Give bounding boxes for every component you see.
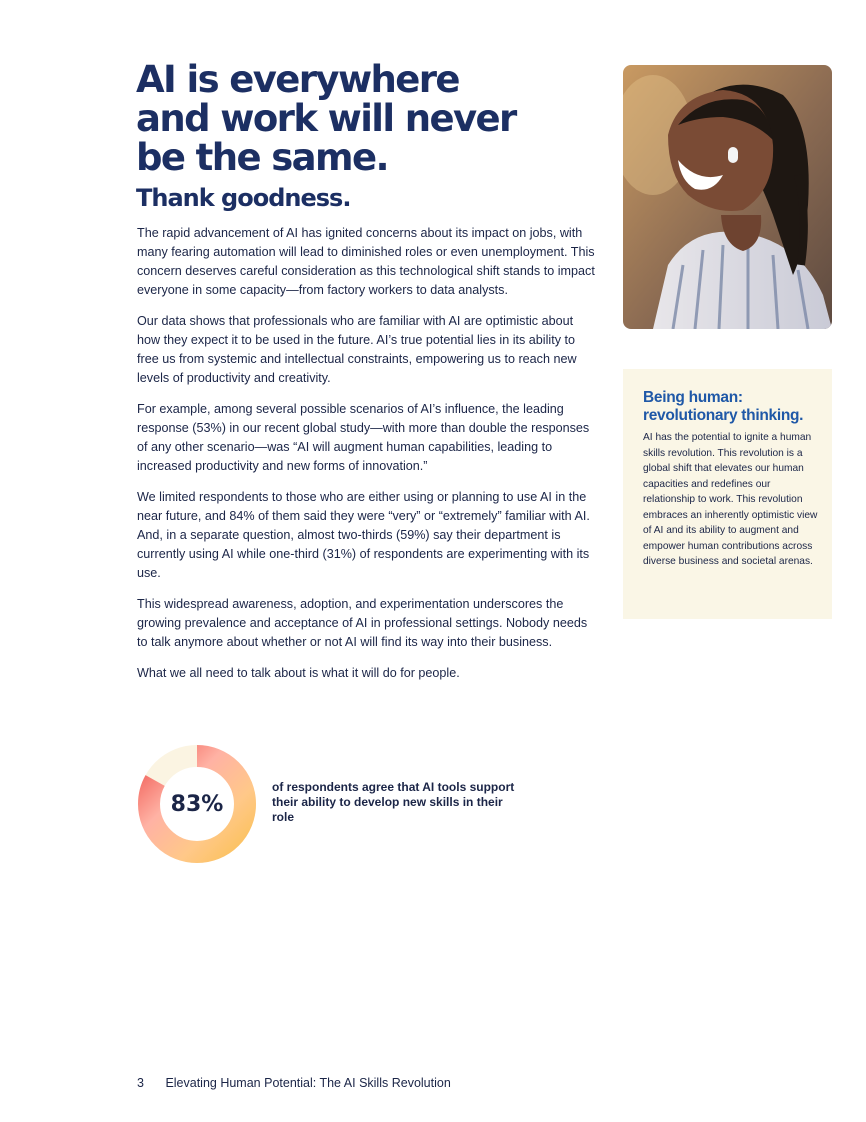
donut-chart (136, 743, 258, 865)
hero-photo (623, 65, 832, 329)
body-paragraph: The rapid advancement of AI has ignited concerns about its impact on jobs, with many fearing automation will lead to diminished roles or even unemployment. This concern deserves careful consideration as this technological shift stands to impact everyone in some capacity—from factory workers to data analysts. (137, 226, 595, 297)
donut-label: 83% (170, 792, 224, 817)
body-paragraph: What we all need to talk about is what it will do for people. (137, 666, 460, 680)
footer-title: Elevating Human Potential: The AI Skills Revolution (165, 1076, 451, 1090)
body-paragraph: For example, among several possible scenarios of AI’s influence, the leading response (53%) in our recent global study—with more than double the responses of any other scenario—was “AI will augment human capabilities, leading to increased productivity and new forms of innovation.” (137, 402, 590, 473)
body-paragraph: We limited respondents to those who are either using or planning to use AI in the near future, and 84% of them said they were “very” or “extremely” familiar with AI. And, in a separate question, almost two-thirds (59%) say their department is currently using AI while one-third (31%) of respondents are experimenting with its use. (137, 490, 590, 580)
sidebar-title (643, 389, 822, 425)
photo-illustration (623, 65, 832, 329)
headline-line: be the same. (136, 136, 388, 179)
headline-line: AI is everywhere (136, 58, 459, 101)
body-paragraph: This widespread awareness, adoption, and experimentation underscores the growing prevalence and acceptance of AI in professional settings. Nobody needs to talk anymore about whether or not AI will find its way into their business. (137, 597, 588, 649)
sidebar-text: AI has the potential to ignite a human skills revolution. This revolution is a global shift that elevates our human capacities and redefines our relationship to work. This revolution embraces an inherently optimistic view of AI and its ability to augment and empower human contributions across diverse business and societal arenas. (643, 432, 818, 567)
body-text (137, 224, 597, 695)
sidebar-title-line: Being human: (643, 389, 743, 406)
subheadline: Thank goodness. (136, 184, 351, 212)
page-footer (137, 1076, 451, 1090)
headline-line: and work will never (136, 97, 516, 140)
page-headline (136, 60, 576, 177)
sidebar-title-line: revolutionary thinking. (643, 407, 804, 424)
stat-block (136, 743, 536, 865)
page-number: 3 (137, 1076, 144, 1090)
sidebar-callout (623, 369, 832, 619)
body-paragraph: Our data shows that professionals who are familiar with AI are optimistic about how they expect it to be used in the future. AI’s true potential lies in its ability to free us from systemic and intellectual constraints, empowering us to reach new levels of productivity and creativity. (137, 314, 577, 385)
stat-caption: of respondents agree that AI tools support their ability to develop new skills in their role (272, 780, 515, 824)
